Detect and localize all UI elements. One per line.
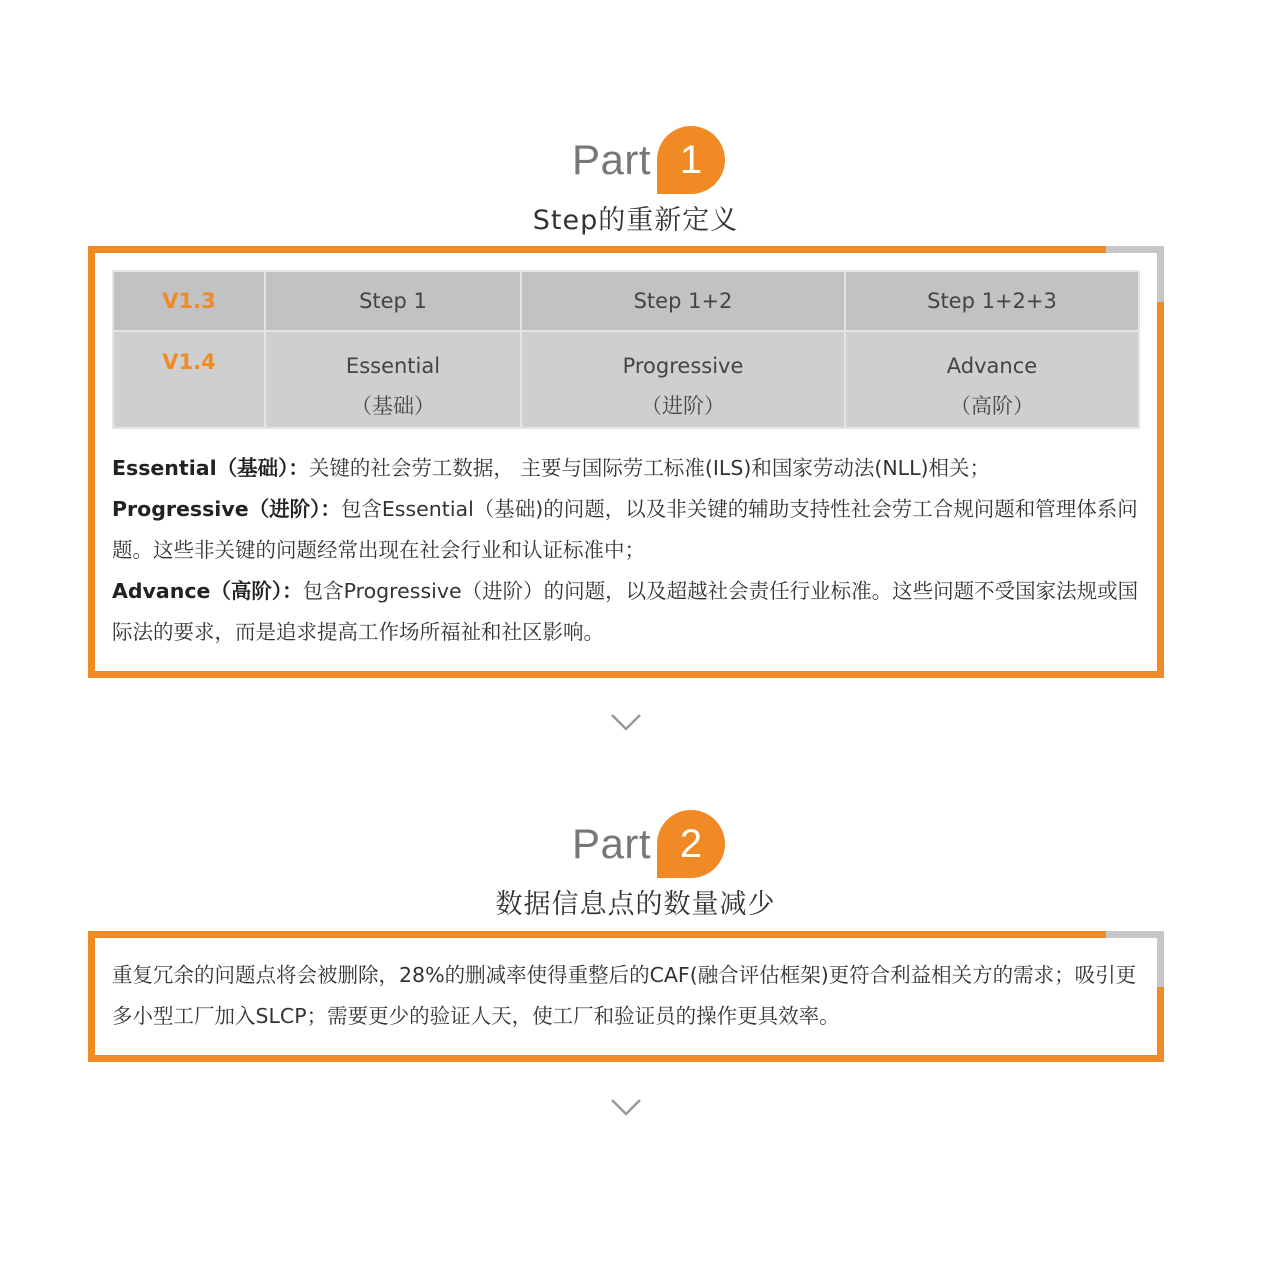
frame-border-right bbox=[1157, 987, 1164, 1062]
table-cell bbox=[521, 331, 845, 428]
part2-description: 重复冗余的问题点将会被删除，28%的删减率使得重整后的CAF(融合评估框架)更符合利益相关方的需求；吸引更多小型工厂加入SLCP；需要更少的验证人天，使工厂和验证员的操作更具效率。 bbox=[112, 963, 1137, 1028]
cell-sub: （高阶） bbox=[950, 394, 1034, 418]
essential-text: 关键的社会劳工数据， 主要与国际劳工标准(ILS)和国家劳动法(NLL)相关； bbox=[308, 456, 991, 480]
frame-border-top bbox=[88, 246, 1106, 253]
cell-sub: （进阶） bbox=[641, 394, 725, 418]
part-word: Part bbox=[572, 820, 652, 867]
part1-description bbox=[112, 448, 1142, 653]
progressive-text: 包含Essential（基础)的问题，以及非关键的辅助支持性社会劳工合规问题和管理体系问题。这些非关键的问题经常出现在社会行业和认证标准中； bbox=[112, 497, 1138, 562]
frame-border-left bbox=[88, 246, 95, 678]
version-cell: V1.4 bbox=[113, 331, 265, 428]
table-cell bbox=[265, 331, 521, 428]
chevron-down-icon bbox=[610, 1097, 642, 1117]
part-word: Part bbox=[572, 136, 652, 183]
cell-main: Progressive bbox=[622, 354, 744, 378]
table-row-v13 bbox=[113, 271, 1139, 331]
table-row-v14 bbox=[113, 331, 1139, 428]
part1-header bbox=[0, 126, 1271, 237]
part-number-badge: 1 bbox=[657, 126, 725, 194]
part2-header bbox=[0, 810, 1271, 921]
version-cell: V1.3 bbox=[113, 271, 265, 331]
cell-sub: （基础） bbox=[351, 394, 435, 418]
part2-subtitle: 数据信息点的数量减少 bbox=[495, 889, 776, 920]
part2-frame bbox=[88, 931, 1164, 1062]
essential-label: Essential（基础）： bbox=[112, 456, 309, 480]
step-comparison-table bbox=[112, 270, 1140, 429]
progressive-label: Progressive（进阶）： bbox=[112, 497, 341, 521]
table-cell: Step 1+2 bbox=[521, 271, 845, 331]
advance-text: 包含Progressive（进阶）的问题，以及超越社会责任行业标准。这些问题不受国家法规或国际法的要求，而是追求提高工作场所福祉和社区影响。 bbox=[112, 579, 1139, 644]
table-cell bbox=[845, 331, 1139, 428]
frame-border-bottom bbox=[88, 671, 1164, 678]
cell-main: Advance bbox=[946, 354, 1038, 378]
advance-label: Advance（高阶）： bbox=[112, 579, 303, 603]
part2-title bbox=[0, 810, 1271, 880]
frame-border-right-gray bbox=[1157, 931, 1164, 987]
frame-border-left bbox=[88, 931, 95, 1062]
part1-subtitle: Step的重新定义 bbox=[532, 205, 739, 236]
advance-paragraph bbox=[112, 571, 1142, 653]
table-cell: Step 1+2+3 bbox=[845, 271, 1139, 331]
chevron-down-icon bbox=[610, 712, 642, 732]
cell-main: Essential bbox=[345, 354, 441, 378]
part1-title bbox=[0, 126, 1271, 196]
frame-border-right bbox=[1157, 302, 1164, 678]
part1-frame bbox=[88, 246, 1164, 678]
frame-border-top-gray bbox=[1106, 931, 1164, 938]
progressive-paragraph bbox=[112, 489, 1142, 571]
frame-border-top-gray bbox=[1106, 246, 1164, 253]
frame-border-right-gray bbox=[1157, 246, 1164, 302]
part-number-badge: 2 bbox=[657, 810, 725, 878]
frame-border-bottom bbox=[88, 1055, 1164, 1062]
essential-paragraph bbox=[112, 448, 1142, 489]
frame-border-top bbox=[88, 931, 1106, 938]
table-cell: Step 1 bbox=[265, 271, 521, 331]
